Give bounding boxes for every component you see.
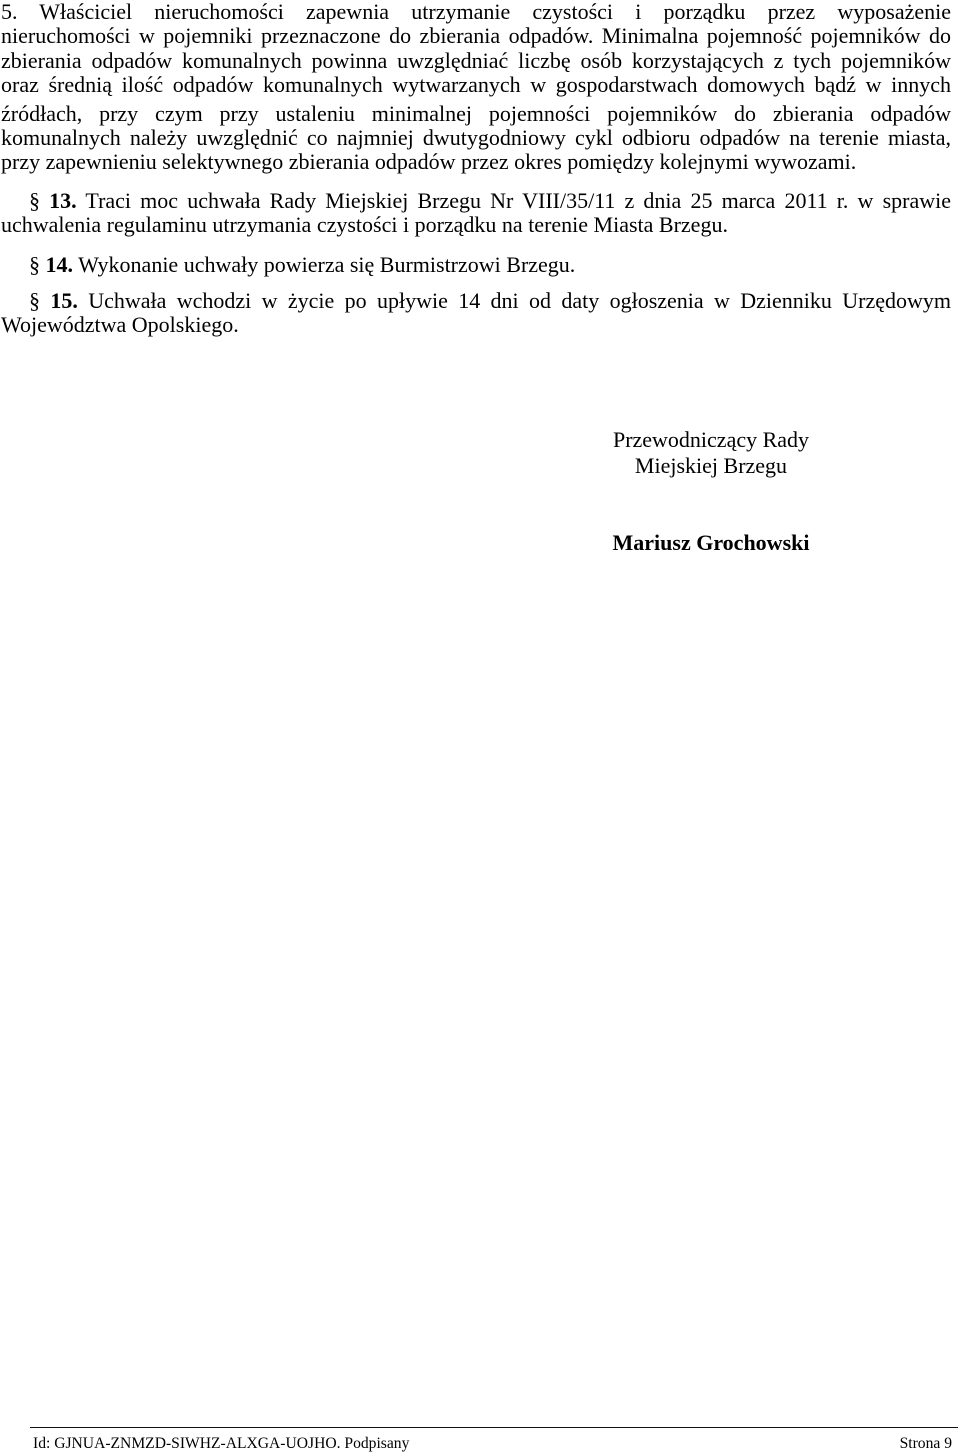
point-5-paragraph <box>1 0 951 175</box>
section-14 <box>1 253 951 277</box>
section-13 <box>1 189 951 238</box>
paragraph-line: oraz średnią ilość odpadów komunalnych wytwarzanych w gospodarstwach domowych bądź w innych <box>1 72 951 98</box>
paragraph-line: nieruchomości w pojemniki przeznaczone do zbierania odpadów. Minimalna pojemność pojemników do <box>1 23 951 49</box>
section-number: 13. <box>49 188 77 213</box>
section-first-line <box>1 253 951 277</box>
section-line: uchwalenia regulaminu utrzymania czystości i porządku na terenie Miasta Brzegu. <box>1 212 728 238</box>
section-text: Wykonanie uchwały powierza się Burmistrzowi Brzegu. <box>78 252 576 277</box>
paragraph-line: komunalnych należy uwzględnić co najmniej dwutygodniowy cykl odbioru odpadów na terenie miasta, <box>1 124 951 150</box>
paragraph-line: 5. Właściciel nieruchomości zapewnia utrzymanie czystości i porządku przez wyposażenie <box>1 0 951 24</box>
footer-page-number: Strona 9 <box>899 1435 952 1452</box>
footer <box>30 1427 958 1456</box>
section-line: Województwa Opolskiego. <box>1 312 239 338</box>
section-symbol: § <box>29 288 40 313</box>
section-first-line <box>1 189 951 213</box>
paragraph-line: przy zapewnieniu selektywnego zbierania odpadów przez okres pomiędzy kolejnymi wywozami. <box>1 149 857 175</box>
signature-title: Przewodniczący Rady <box>612 427 810 452</box>
signature-name: Mariusz Grochowski <box>612 530 810 555</box>
paragraph-line: źródłach, przy czym przy ustaleniu minimalnej pojemności pojemników do zbierania odpadów <box>1 100 951 126</box>
section-15 <box>1 289 951 338</box>
section-symbol: § <box>29 252 40 277</box>
section-first-line <box>1 289 951 313</box>
section-text: Uchwała wchodzi w życie po upływie 14 dni od daty ogłoszenia w Dzienniku Urzędowym <box>88 288 952 313</box>
paragraph-line: zbierania odpadów komunalnych powinna uwzględniać liczbę osób korzystających z tych pojemników <box>1 47 951 73</box>
section-text: Traci moc uchwała Rady Miejskiej Brzegu Nr VIII/35/11 z dnia 25 marca 2011 r. w sprawie <box>85 188 951 213</box>
signature-title: Miejskiej Brzegu <box>634 453 788 478</box>
section-number: 15. <box>50 288 78 313</box>
footer-document-id: Id: GJNUA-ZNMZD-SIWHZ-ALXGA-UOJHO. Podpisany <box>33 1435 410 1452</box>
section-number: 14. <box>45 252 73 277</box>
section-symbol: § <box>29 188 40 213</box>
